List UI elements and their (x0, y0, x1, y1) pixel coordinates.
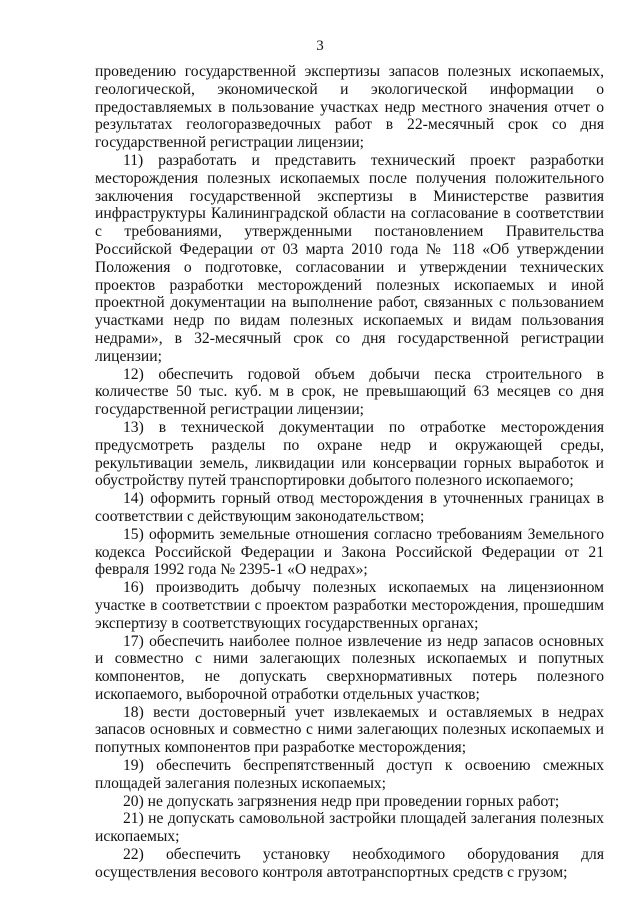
paragraph-item-11: 11) разработать и представить технический проект разработки месторождения полезных ископаемых после получения положительного заключения государственной экспертизы в Министерстве развития инфраструктуры Калининградской области на согласование в соответствии с требованиями, утвержденными постановлением Правительства Российской Федерации от 03 марта 2010 года № 118 «Об утверждении Положения о подготовке, согласовании и утверждении технических проектов разработки месторождений полезных ископаемых и иной проектной документации на выполнение работ, связанных с пользованием участками недр по видам полезных ископаемых и видам пользования недрами», в 32-месячный срок со дня государственной регистрации лицензии; (95, 151, 604, 365)
paragraph-continuation: проведению государственной экспертизы запасов полезных ископаемых, геологической, экономической и экологической информации о предоставляемых в пользование участках недр местного значения отчет о результатах геологоразведочных работ в 22-месячный срок со дня государственной регистрации лицензии; (95, 63, 604, 152)
paragraph-item-15: 15) оформить земельные отношения согласно требованиям Земельного кодекса Российской Федерации и Закона Российской Федерации от 21 февраля 1992 года № 2395-1 «О недрах»; (95, 525, 604, 579)
paragraph-item-21: 21) не допускать самовольной застройки площадей залегания полезных ископаемых; (95, 810, 604, 846)
paragraph-item-22: 22) обеспечить установку необходимого оборудования для осуществления весового контроля автотранспортных средств с грузом; (95, 846, 604, 881)
paragraph-item-18: 18) вести достоверный учет извлекаемых и оставляемых в недрах запасов основных и совместно с ними залегающих полезных ископаемых и попутных компонентов при разработке месторождения; (95, 703, 604, 757)
paragraph-item-19: 19) обеспечить беспрепятственный доступ к освоению смежных площадей залегания полезных ископаемых; (95, 757, 604, 792)
document-body (95, 63, 604, 882)
paragraph-item-16: 16) производить добычу полезных ископаемых на лицензионном участке в соответствии с проектом разработки месторождения, прошедшим экспертизу в соответствующих государственных органах; (95, 579, 604, 632)
paragraph-item-20: 20) не допускать загрязнения недр при проведении горных работ; (123, 792, 560, 810)
paragraph-item-14: 14) оформить горный отвод месторождения в уточненных границах в соответствии с действующим законодательством; (95, 490, 604, 525)
paragraph-item-13: 13) в технической документации по отработке месторождения предусмотреть разделы по охране недр и окружающей среды, рекультивации земель, ликвидации или консервации горных выработок и обустройству путей транспортировки добытого полезного ископаемого; (95, 418, 604, 490)
paragraph-item-17: 17) обеспечить наиболее полное извлечение из недр запасов основных и совместно с ними залегающих полезных ископаемых и попутных компонентов, не допускать сверхнормативных потерь полезного ископаемого, выборочной отработки отдельных участков; (95, 632, 604, 703)
paragraph-item-12: 12) обеспечить годовой объем добычи песка строительного в количестве 50 тыс. куб. м в срок, не превышающий 63 месяцев со дня государственной регистрации лицензии; (95, 365, 604, 419)
page-number: 3 (316, 38, 324, 54)
